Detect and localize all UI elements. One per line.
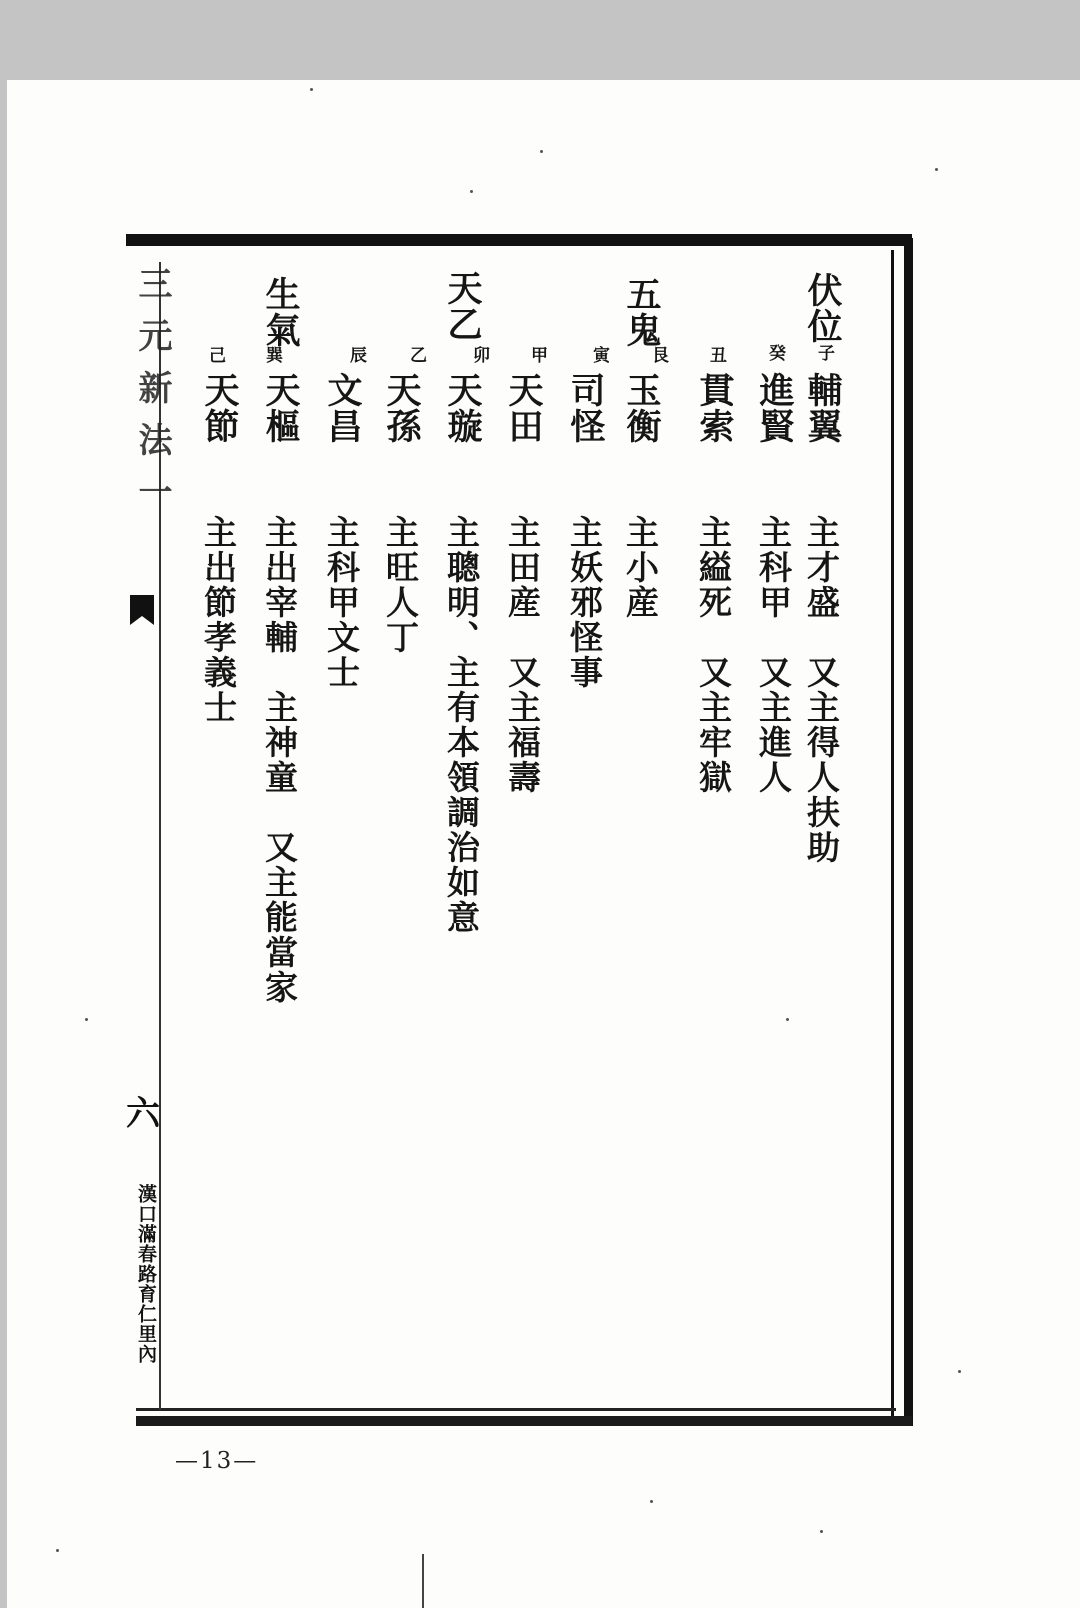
sub-star: 天璇 <box>442 372 483 444</box>
sub-branch: 甲 <box>527 346 547 363</box>
sub-star: 天孫 <box>381 372 422 444</box>
sub-star: 天田 <box>503 372 544 444</box>
star-name: 五鬼 <box>621 276 662 348</box>
entry-description: 主出宰輔 主神童 又主能當家 <box>260 515 299 1005</box>
scan-speck <box>958 1370 961 1373</box>
star-branch: 艮 <box>648 346 668 363</box>
scan-speck <box>786 1018 789 1021</box>
entry-description: 主縊死 又主牢獄 <box>694 515 733 795</box>
sub-star: 司怪 <box>565 372 606 444</box>
sub-star: 貫索 <box>694 372 735 444</box>
entry-description: 主科甲 又主進人 <box>754 515 793 795</box>
scan-speck <box>540 150 543 153</box>
scan-speck <box>310 88 313 91</box>
entry-description: 主出節孝義士 <box>199 515 238 725</box>
star-branch: 巽 <box>262 346 282 363</box>
star-name: 生氣 <box>260 276 301 348</box>
entry-description: 主旺人丁 <box>381 515 420 655</box>
bottom-border-thin <box>136 1408 896 1411</box>
entry-description: 主科甲文士 <box>322 515 361 690</box>
star-name: 伏位 <box>802 272 843 344</box>
margin-folio: 六 <box>126 1094 160 1134</box>
right-border-outer <box>904 238 913 1426</box>
entry-description: 主才盛 又主得人扶助 <box>802 515 841 865</box>
entry-description: 主妖邪怪事 <box>565 515 604 690</box>
scan-speck <box>935 168 938 171</box>
star-branch: 卯 <box>469 346 489 363</box>
entry-description: 主田産 又主福壽 <box>503 515 542 795</box>
star-name: 天乙 <box>442 270 483 342</box>
page-number: —13— <box>175 1448 259 1474</box>
scan-speck <box>56 1549 59 1552</box>
margin-publisher: 漢口滿春路育仁里內 <box>135 1184 157 1364</box>
sub-star: 輔翼 <box>802 372 843 444</box>
star-branch: 子 <box>814 344 834 361</box>
sub-branch: 丑 <box>706 346 726 363</box>
sub-branch: 寅 <box>589 346 609 363</box>
sub-star: 進賢 <box>754 372 795 444</box>
sub-branch: 辰 <box>346 346 366 363</box>
right-border-inner <box>891 250 894 1416</box>
entry-description: 主小産 <box>621 515 660 620</box>
sub-branch: 乙 <box>406 346 426 363</box>
margin-title: 三元新法一 <box>132 266 172 526</box>
sub-branch: 癸 <box>765 344 785 361</box>
scan-speck <box>820 1530 823 1533</box>
scan-speck <box>85 1018 88 1021</box>
sub-star: 天節 <box>199 372 240 444</box>
sub-star: 玉衡 <box>621 372 662 444</box>
sub-branch: 己 <box>205 346 225 363</box>
entry-description: 主聰明、主有本領調治如意 <box>442 515 481 935</box>
bottom-border <box>136 1416 912 1426</box>
bottom-tick-mark <box>422 1554 424 1608</box>
scan-speck <box>470 190 473 193</box>
scan-speck <box>650 1500 653 1503</box>
top-border <box>126 234 912 246</box>
sub-star: 天樞 <box>260 372 301 444</box>
sub-star: 文昌 <box>322 372 363 444</box>
